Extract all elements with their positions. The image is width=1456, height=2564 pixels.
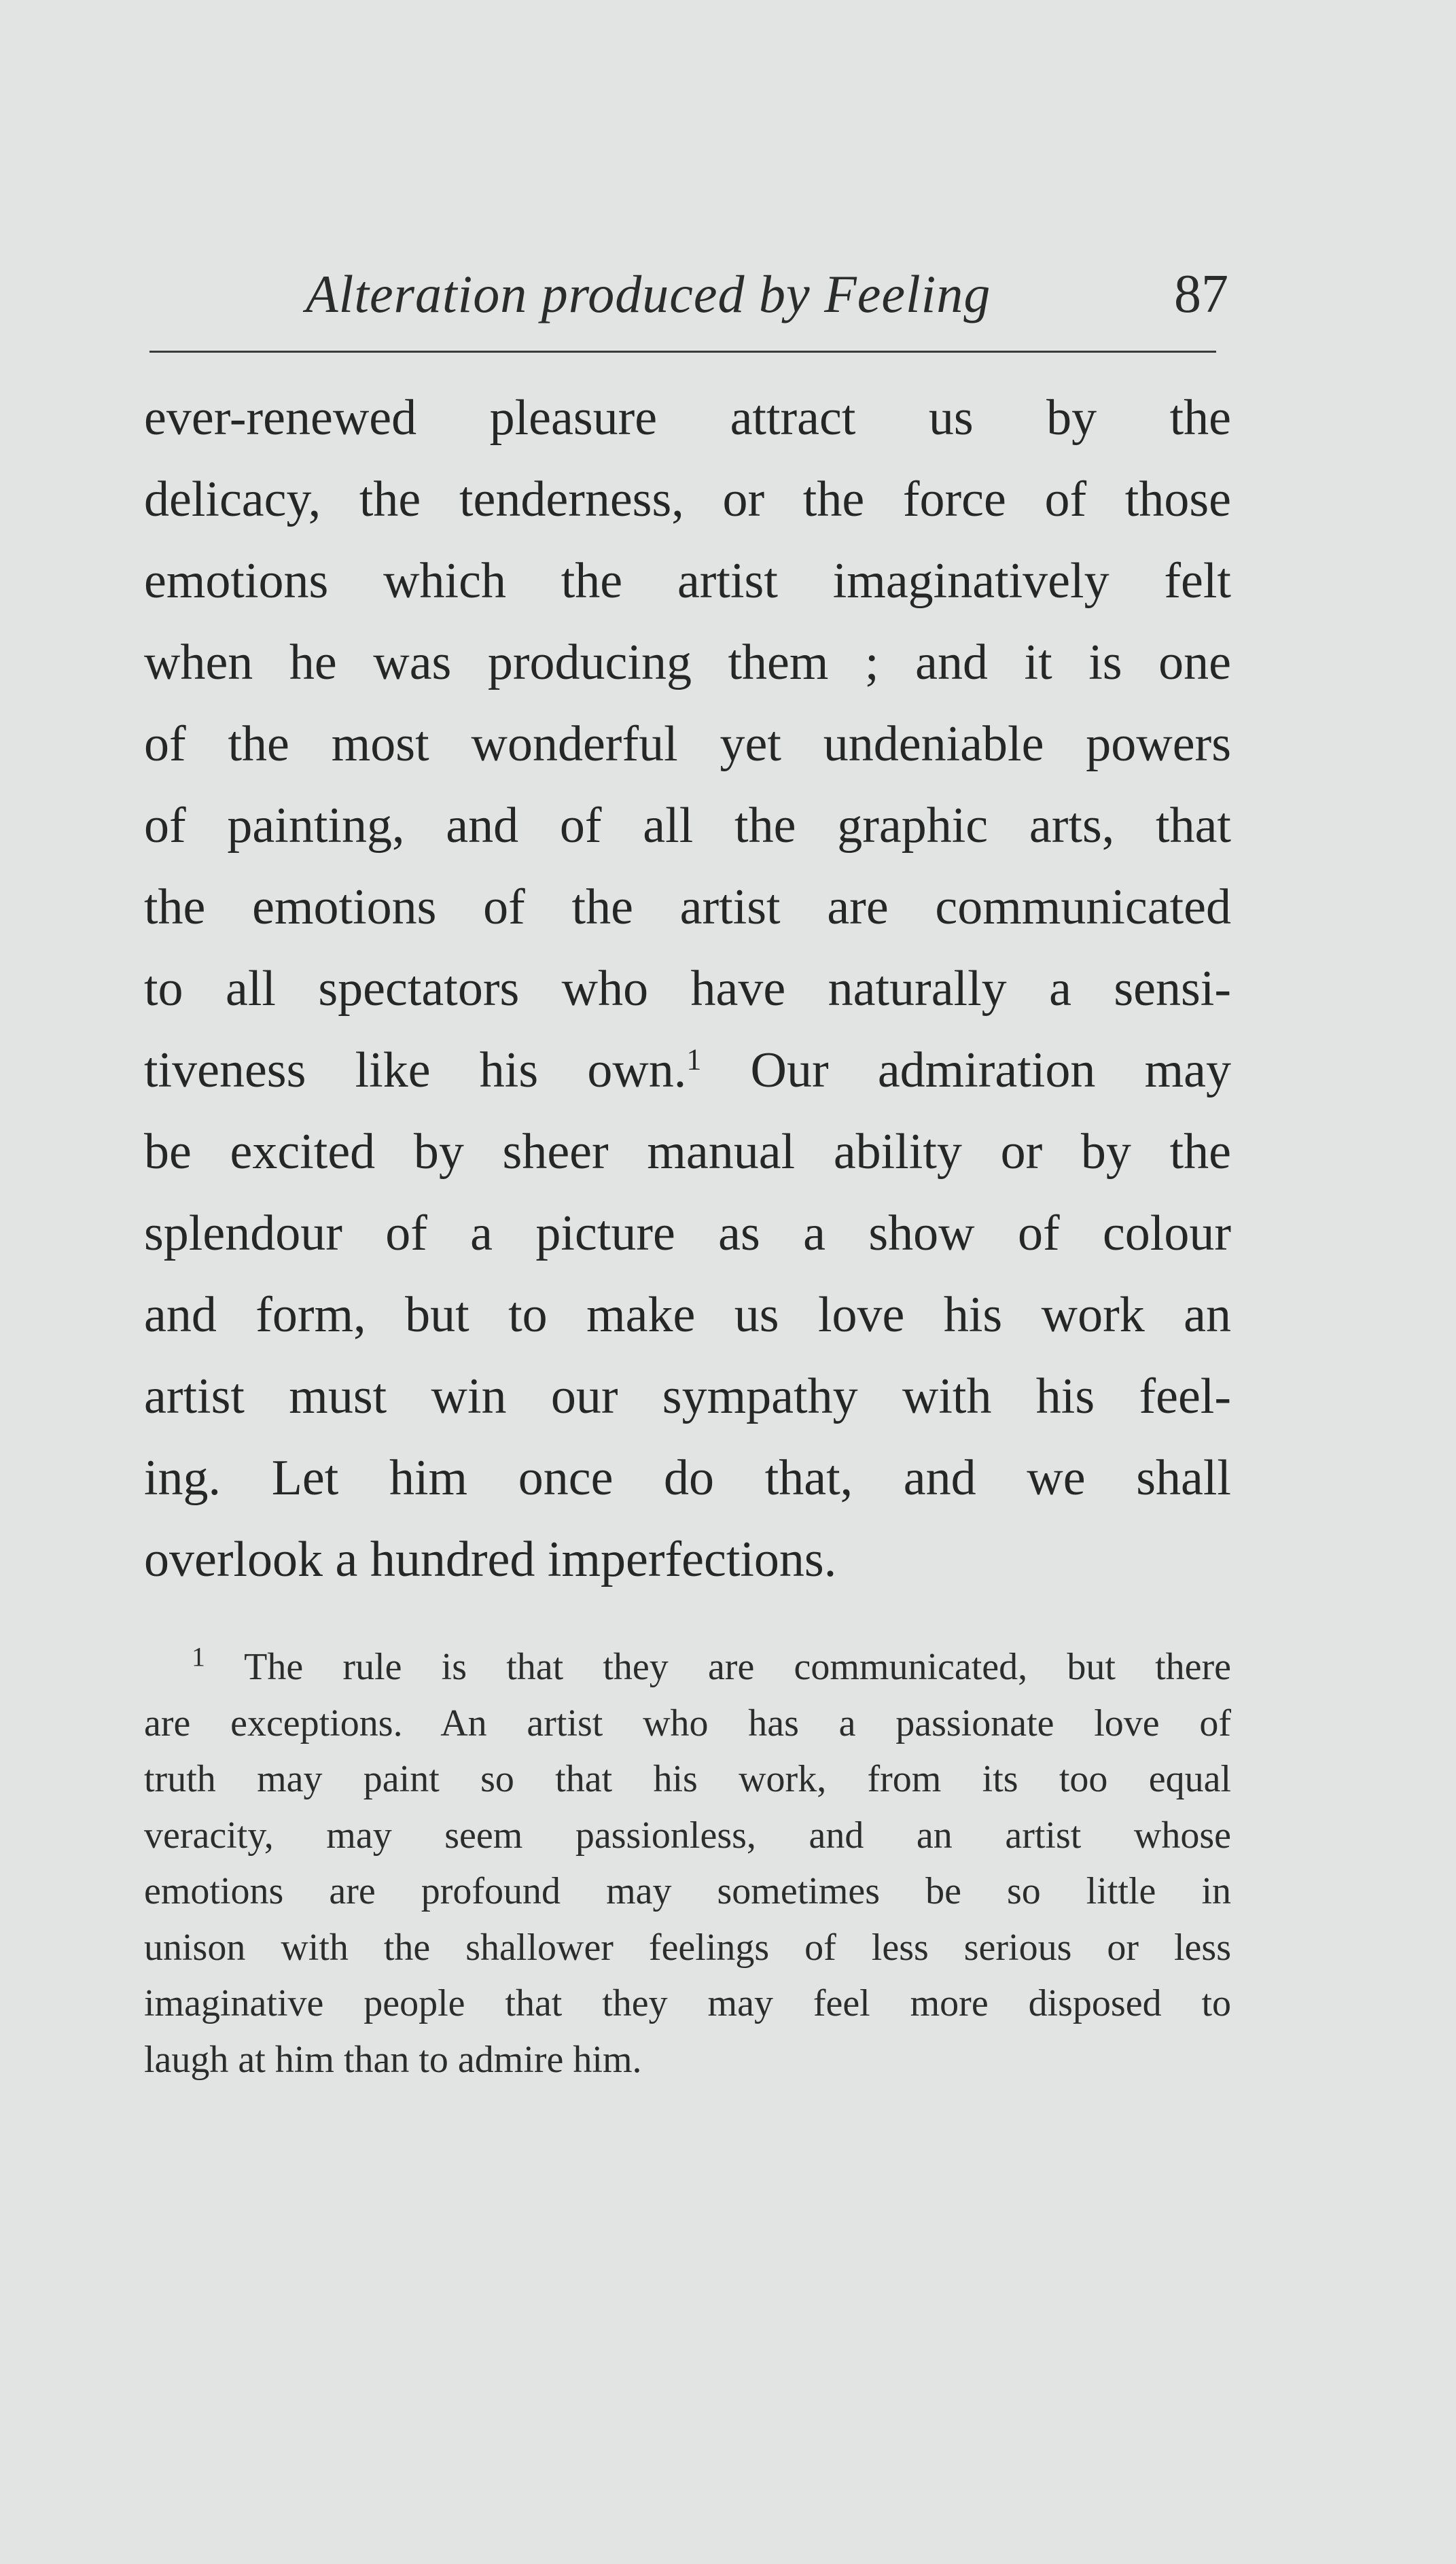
footnote-line: emotions are profound may sometimes be so little in — [144, 1870, 1231, 1912]
body-line-text: Our admiration may — [750, 1042, 1232, 1098]
body-text — [144, 377, 1231, 1600]
body-line: artist must win our sympathy with his feel- — [144, 1369, 1231, 1424]
body-line: and form, but to make us love his work an — [144, 1287, 1231, 1343]
body-line: ever-renewed pleasure attract us by the — [144, 390, 1231, 446]
footnote-line: veracity, may seem passionless, and an artist whose — [144, 1814, 1231, 1857]
footnote-line-text: The rule is that they are communicated, but there — [244, 1646, 1231, 1688]
running-head — [149, 264, 1228, 345]
body-line: when he was producing them ; and it is one — [144, 635, 1231, 690]
footnote-line: truth may paint so that his work, from its too equal — [144, 1758, 1231, 1800]
body-line-with-footnote-ref — [144, 1030, 1231, 1111]
body-line: of the most wonderful yet undeniable powers — [144, 716, 1231, 772]
body-line: the emotions of the artist are communicated — [144, 879, 1231, 935]
body-line: overlook a hundred imperfections. — [144, 1532, 837, 1587]
body-line: splendour of a picture as a show of colour — [144, 1206, 1231, 1261]
body-line: ing. Let him once do that, and we shall — [144, 1450, 1231, 1506]
header-rule — [149, 351, 1216, 353]
footnote-line — [144, 1639, 1231, 1696]
footnote-line: laugh at him than to admire him. — [144, 2038, 642, 2081]
footnote-line: unison with the shallower feelings of less serious or less — [144, 1926, 1231, 1969]
footnote — [144, 1639, 1231, 2088]
body-line: delicacy, the tenderness, or the force of those — [144, 472, 1231, 527]
footnote-reference[interactable]: 1 — [686, 1042, 702, 1076]
footnote-line: imaginative people that they may feel more disposed to — [144, 1982, 1231, 2024]
running-title: Alteration produced by Feeling — [306, 264, 991, 323]
body-line: of painting, and of all the graphic arts, that — [144, 798, 1231, 854]
page-number: 87 — [1174, 264, 1228, 324]
body-line-text: tiveness like his own. — [144, 1042, 687, 1098]
body-line: be excited by sheer manual ability or by the — [144, 1124, 1231, 1180]
footnote-marker: 1 — [192, 1641, 205, 1672]
footnote-line: are exceptions. An artist who has a passionate love of — [144, 1702, 1231, 1744]
body-line: to all spectators who have naturally a sensi- — [144, 961, 1231, 1017]
body-line: emotions which the artist imaginatively felt — [144, 553, 1231, 609]
